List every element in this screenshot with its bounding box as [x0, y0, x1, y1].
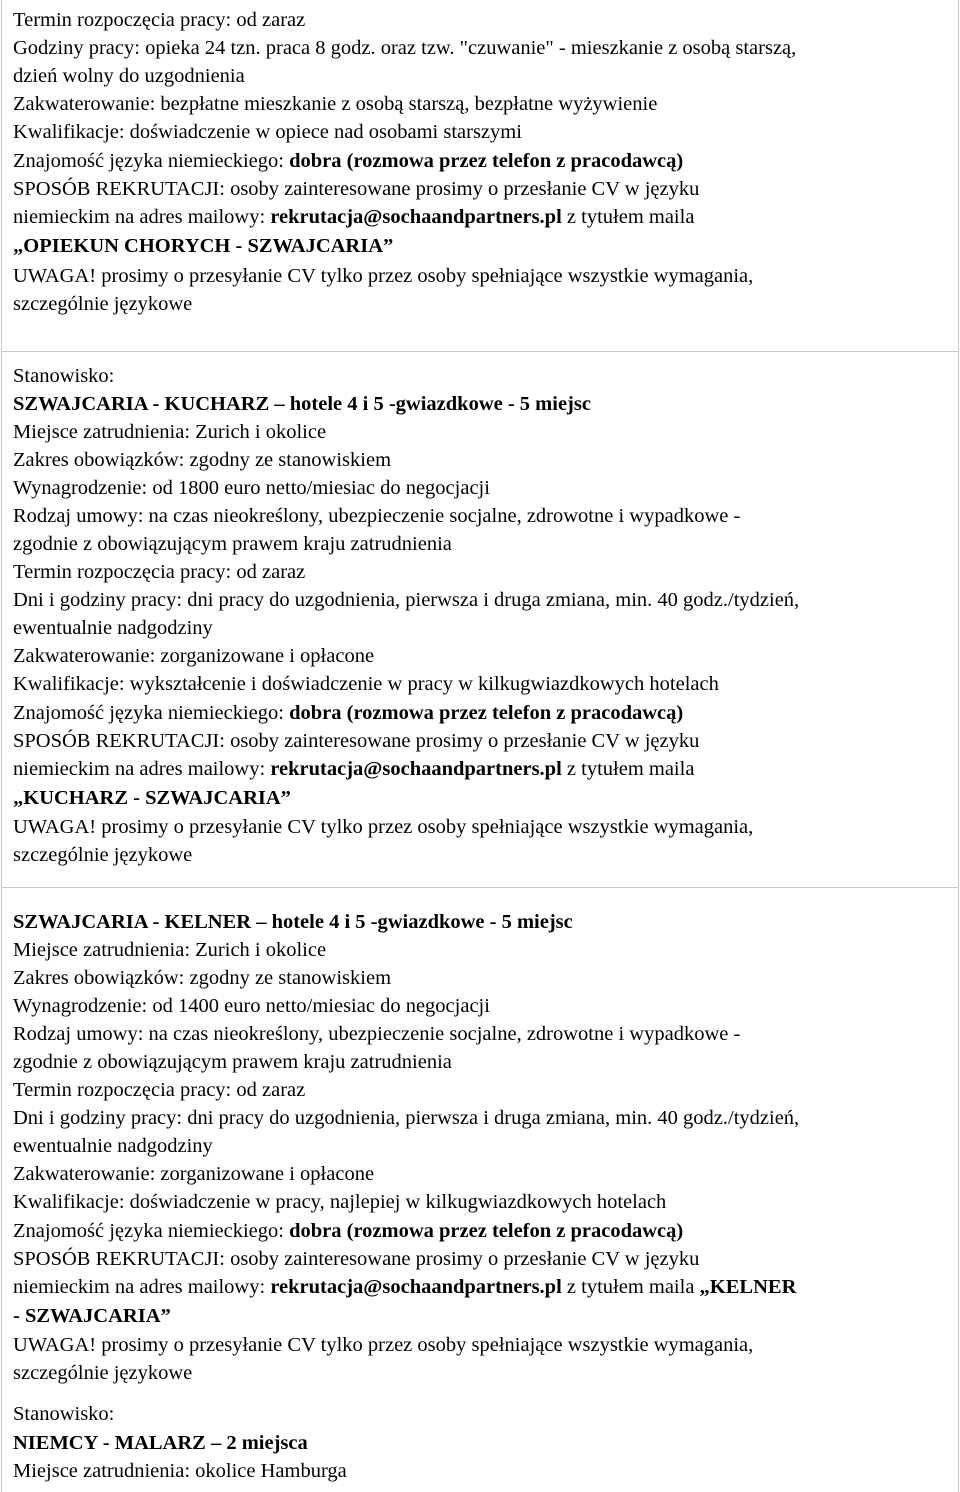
accommodation: Zakwaterowanie: zorganizowane i opłacone: [13, 1163, 375, 1185]
email-subject-start: „KELNER: [699, 1276, 797, 1298]
start-date: Termin rozpoczęcia pracy: od zaraz: [13, 561, 306, 583]
recruitment-line-2: [13, 1273, 796, 1301]
contract-line-2: zgodnie z obowiązującym prawem kraju zatrudnienia: [13, 1051, 452, 1073]
recruitment-line-1: SPOSÓB REKRUTACJI: osoby zainteresowane prosimy o przesłanie CV w języku: [13, 730, 700, 752]
contract-line-1: Rodzaj umowy: na czas nieokreślony, ubezpieczenie socjalne, zdrowotne i wypadkowe -: [13, 1023, 741, 1045]
recruitment-line-2: [13, 203, 694, 231]
start-date: Termin rozpoczęcia pracy: od zaraz: [13, 9, 306, 31]
note-line-1: UWAGA! prosimy o przesyłanie CV tylko przez osoby spełniające wszystkie wymagania,: [13, 265, 754, 287]
working-hours-line-1: Godziny pracy: opieka 24 tzn. praca 8 godz. oraz tzw. "czuwanie" - mieszkanie z osobą starszą,: [13, 37, 797, 59]
next-workplace: Miejsce zatrudnienia: okolice Hamburga: [13, 1460, 347, 1482]
email-subject: „KUCHARZ - SZWAJCARIA”: [13, 787, 291, 809]
email-subject: „OPIEKUN CHORYCH - SZWAJCARIA”: [13, 235, 394, 257]
working-days-line-1: Dni i godziny pracy: dni pracy do uzgodnienia, pierwsza i druga zmiana, min. 40 godz./tydzień,: [13, 1107, 800, 1129]
recruitment-text: niemieckim na adres mailowy:: [13, 206, 271, 228]
language-requirement: [13, 1217, 683, 1245]
qualifications: Kwalifikacje: doświadczenie w opiece nad osobami starszymi: [13, 121, 522, 143]
email-subject-end: - SZWAJCARIA”: [13, 1305, 171, 1327]
language-label: Znajomość języka niemieckiego:: [13, 150, 290, 172]
position-title: SZWAJCARIA - KUCHARZ – hotele 4 i 5 -gwiazdkowe - 5 miejsc: [13, 393, 591, 415]
contract-line-2: zgodnie z obowiązującym prawem kraju zatrudnienia: [13, 533, 452, 555]
working-days-line-1: Dni i godziny pracy: dni pracy do uzgodnienia, pierwsza i druga zmiana, min. 40 godz./tydzień,: [13, 589, 800, 611]
duties: Zakres obowiązków: zgodny ze stanowiskiem: [13, 967, 392, 989]
email-address[interactable]: rekrutacja@sochaandpartners.pl: [270, 1276, 562, 1298]
working-hours-line-2: dzień wolny do uzgodnienia: [13, 65, 245, 87]
workplace: Miejsce zatrudnienia: Zurich i okolice: [13, 421, 327, 443]
email-address[interactable]: rekrutacja@sochaandpartners.pl: [270, 206, 562, 228]
recruitment-line-1: SPOSÓB REKRUTACJI: osoby zainteresowane prosimy o przesłanie CV w języku: [13, 178, 700, 200]
next-position-label: Stanowisko:: [13, 1403, 115, 1425]
recruitment-line-2: [13, 755, 694, 783]
note-line-2: szczególnie językowe: [13, 293, 193, 315]
language-requirement: [13, 147, 683, 175]
recruitment-line-1: SPOSÓB REKRUTACJI: osoby zainteresowane prosimy o przesłanie CV w języku: [13, 1248, 700, 1270]
language-level: dobra (rozmowa przez telefon z pracodawcą): [289, 702, 684, 724]
position-title: SZWAJCARIA - KELNER – hotele 4 i 5 -gwiazdkowe - 5 miejsc: [13, 911, 573, 933]
language-label: Znajomość języka niemieckiego:: [13, 702, 290, 724]
note-line-2: szczególnie językowe: [13, 844, 193, 866]
job-offer-waiter: [1, 887, 959, 1492]
email-address[interactable]: rekrutacja@sochaandpartners.pl: [270, 758, 562, 780]
working-days-line-2: ewentualnie nadgodziny: [13, 1135, 213, 1157]
start-date: Termin rozpoczęcia pracy: od zaraz: [13, 1079, 306, 1101]
language-level: dobra (rozmowa przez telefon z pracodawcą): [289, 150, 684, 172]
working-days-line-2: ewentualnie nadgodziny: [13, 617, 213, 639]
qualifications: Kwalifikacje: doświadczenie w pracy, najlepiej w kilkugwiazdkowych hotelach: [13, 1191, 667, 1213]
recruitment-subject-intro: z tytułem maila: [561, 758, 695, 780]
workplace: Miejsce zatrudnienia: Zurich i okolice: [13, 939, 327, 961]
note-line-2: szczególnie językowe: [13, 1362, 193, 1384]
language-requirement: [13, 699, 683, 727]
note-line-1: UWAGA! prosimy o przesyłanie CV tylko przez osoby spełniające wszystkie wymagania,: [13, 816, 754, 838]
recruitment-text: niemieckim na adres mailowy:: [13, 758, 271, 780]
position-label: Stanowisko:: [13, 365, 115, 387]
recruitment-subject-intro: z tytułem maila: [561, 1276, 700, 1298]
contract-line-1: Rodzaj umowy: na czas nieokreślony, ubezpieczenie socjalne, zdrowotne i wypadkowe -: [13, 505, 741, 527]
salary: Wynagrodzenie: od 1400 euro netto/miesiac do negocjacji: [13, 995, 490, 1017]
accommodation: Zakwaterowanie: zorganizowane i opłacone: [13, 645, 375, 667]
job-offer-caregiver: [1, 0, 959, 350]
job-offer-cook: [1, 351, 959, 887]
qualifications: Kwalifikacje: wykształcenie i doświadczenie w pracy w kilkugwiazdkowych hotelach: [13, 673, 719, 695]
duties: Zakres obowiązków: zgodny ze stanowiskiem: [13, 449, 392, 471]
recruitment-text: niemieckim na adres mailowy:: [13, 1276, 271, 1298]
next-position-title: NIEMCY - MALARZ – 2 miejsca: [13, 1432, 308, 1454]
recruitment-subject-intro: z tytułem maila: [561, 206, 695, 228]
accommodation: Zakwaterowanie: bezpłatne mieszkanie z osobą starszą, bezpłatne wyżywienie: [13, 93, 658, 115]
note-line-1: UWAGA! prosimy o przesyłanie CV tylko przez osoby spełniające wszystkie wymagania,: [13, 1334, 754, 1356]
language-level: dobra (rozmowa przez telefon z pracodawcą): [289, 1220, 684, 1242]
salary: Wynagrodzenie: od 1800 euro netto/miesiac do negocjacji: [13, 477, 490, 499]
language-label: Znajomość języka niemieckiego:: [13, 1220, 290, 1242]
